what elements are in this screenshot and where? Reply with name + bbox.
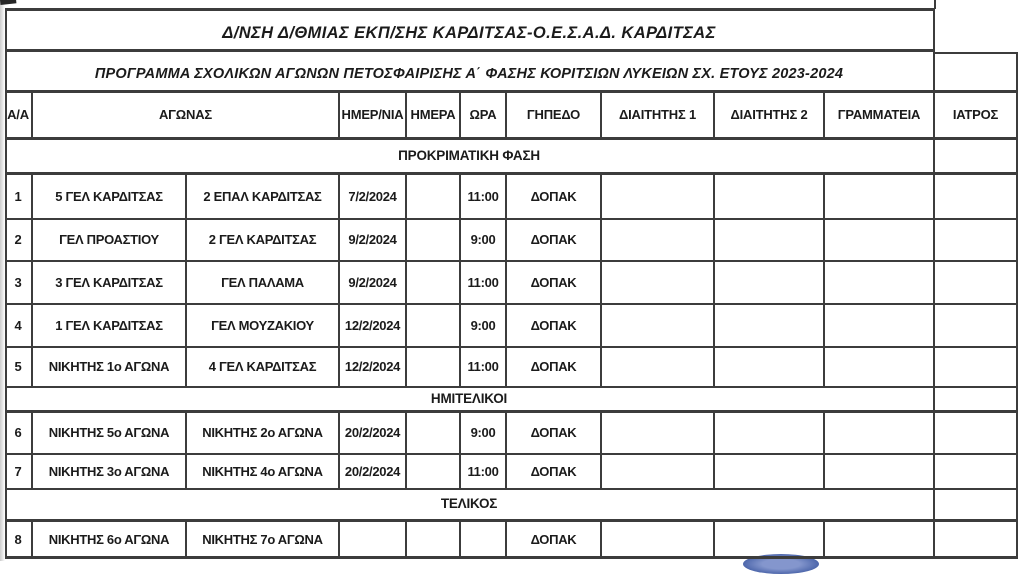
- section-header: [5, 388, 935, 413]
- cell-venue-text: ΔΟΠΑΚ: [530, 188, 577, 204]
- cell-home-team-text: ΝΙΚΗΤΗΣ 5ο ΑΓΩΝΑ: [48, 425, 170, 441]
- cell-away-team: [187, 305, 340, 348]
- cell-referee-1: [602, 220, 715, 262]
- cell-venue: [507, 305, 602, 348]
- cell-time-text: 11:00: [467, 359, 499, 375]
- cell-home-team-text: ΝΙΚΗΤΗΣ 6ο ΑΓΩΝΑ: [48, 531, 170, 547]
- column-header-6-text: ΔΙΑΙΤΗΤΗΣ 1: [618, 107, 697, 123]
- cell-time: [461, 220, 507, 262]
- section-header: [5, 490, 935, 522]
- column-header-9-text: ΙΑΤΡΟΣ: [952, 107, 999, 123]
- cell-venue-text: ΔΟΠΑΚ: [530, 317, 577, 333]
- column-header-aa-text: Α/Α: [7, 107, 29, 123]
- cell-match-number: [5, 348, 33, 388]
- cell-secretariat: [825, 348, 935, 388]
- cell-match-number: [5, 175, 33, 220]
- cell-referee-1: [602, 262, 715, 305]
- scan-corner-artifact: [0, 0, 16, 5]
- cell-referee-2: [715, 413, 825, 455]
- cell-venue: [507, 262, 602, 305]
- cell-home-team: [33, 348, 187, 388]
- cell-venue-text: ΔΟΠΑΚ: [530, 232, 577, 248]
- cell-date: [340, 522, 407, 559]
- cell-away-team: [187, 175, 340, 220]
- section-right-spacer-cell: [935, 140, 1018, 175]
- cell-venue: [507, 522, 602, 559]
- cell-day: [407, 220, 461, 262]
- cell-doctor: [935, 455, 1018, 490]
- column-header-agonas: [33, 93, 340, 140]
- cell-doctor: [935, 175, 1018, 220]
- cell-time-text: 9:00: [470, 317, 496, 333]
- cell-home-team: [33, 455, 187, 490]
- cell-referee-1: [602, 175, 715, 220]
- scan-line-artifact: [934, 0, 936, 9]
- cell-venue: [507, 175, 602, 220]
- cell-time: [461, 455, 507, 490]
- cell-match-number-text: 1: [14, 188, 22, 204]
- cell-time: [461, 175, 507, 220]
- cell-referee-1: [602, 522, 715, 559]
- cell-venue-text: ΔΟΠΑΚ: [530, 274, 577, 290]
- cell-venue-text: ΔΟΠΑΚ: [530, 531, 577, 547]
- cell-day: [407, 262, 461, 305]
- cell-secretariat: [825, 522, 935, 559]
- column-header-agonas-text: ΑΓΩΝΑΣ: [158, 107, 212, 123]
- cell-secretariat: [825, 413, 935, 455]
- column-header-3-text: ΗΜΕΡΑ: [410, 107, 456, 123]
- cell-venue: [507, 455, 602, 490]
- column-header-7: [715, 93, 825, 140]
- cell-day: [407, 413, 461, 455]
- cell-referee-1: [602, 455, 715, 490]
- cell-home-team-text: 3 ΓΕΛ ΚΑΡΔΙΤΣΑΣ: [55, 274, 163, 290]
- column-header-8-text: ΓΡΑΜΜΑΤΕΙΑ: [837, 107, 921, 123]
- cell-venue-text: ΔΟΠΑΚ: [530, 425, 577, 441]
- cell-time-text: 11:00: [467, 463, 499, 479]
- cell-doctor: [935, 262, 1018, 305]
- cell-away-team-text: ΓΕΛ ΜΟΥΖΑΚΙΟΥ: [211, 317, 314, 333]
- cell-home-team-text: 1 ΓΕΛ ΚΑΡΔΙΤΣΑΣ: [55, 317, 163, 333]
- cell-home-team: [33, 220, 187, 262]
- section-header-text: ΠΡΟΚΡΙΜΑΤΙΚΗ ΦΑΣΗ: [398, 147, 540, 163]
- cell-match-number: [5, 262, 33, 305]
- cell-date: [340, 348, 407, 388]
- cell-away-team-text: 2 ΕΠΑΛ ΚΑΡΔΙΤΣΑΣ: [203, 188, 322, 204]
- cell-referee-2: [715, 305, 825, 348]
- column-header-6: [602, 93, 715, 140]
- cell-day: [407, 305, 461, 348]
- cell-match-number-text: 2: [14, 232, 22, 248]
- cell-away-team: [187, 522, 340, 559]
- column-header-4-text: ΩΡΑ: [469, 107, 497, 123]
- cell-home-team-text: ΝΙΚΗΤΗΣ 1ο ΑΓΩΝΑ: [48, 359, 170, 375]
- column-header-7-text: ΔΙΑΙΤΗΤΗΣ 2: [730, 107, 808, 123]
- cell-match-number-text: 8: [14, 531, 22, 547]
- cell-date: [340, 175, 407, 220]
- cell-away-team-text: ΝΙΚΗΤΗΣ 2ο ΑΓΩΝΑ: [202, 425, 323, 441]
- cell-date-text: 9/2/2024: [348, 232, 397, 248]
- cell-time-text: 11:00: [467, 188, 499, 204]
- cell-time-text: 9:00: [470, 425, 496, 441]
- cell-referee-1: [602, 305, 715, 348]
- table-frame-bottom: [5, 556, 1018, 559]
- table-frame-top: [5, 8, 935, 11]
- cell-away-team-text: 4 ΓΕΛ ΚΑΡΔΙΤΣΑΣ: [208, 359, 317, 375]
- table-frame-left: [5, 8, 7, 559]
- cell-home-team: [33, 305, 187, 348]
- cell-away-team: [187, 455, 340, 490]
- cell-date: [340, 262, 407, 305]
- cell-away-team-text: ΝΙΚΗΤΗΣ 4ο ΑΓΩΝΑ: [202, 463, 323, 479]
- column-header-aa: [5, 93, 33, 140]
- cell-time: [461, 413, 507, 455]
- cell-home-team-text: ΓΕΛ ΠΡΟΑΣΤΙΟΥ: [59, 232, 159, 248]
- cell-home-team: [33, 262, 187, 305]
- cell-day: [407, 175, 461, 220]
- cell-match-number-text: 6: [14, 425, 22, 441]
- cell-referee-2: [715, 348, 825, 388]
- column-header-9: [935, 93, 1018, 140]
- cell-date-text: 20/2/2024: [344, 463, 401, 479]
- cell-time: [461, 262, 507, 305]
- cell-venue: [507, 348, 602, 388]
- cell-match-number-text: 5: [14, 359, 22, 375]
- document-subtitle-text: ΠΡΟΓΡΑΜΜΑ ΣΧΟΛΙΚΩΝ ΑΓΩΝΩΝ ΠΕΤΟΣΦΑΙΡΙΣΗΣ Α΄ ΦΑΣΗΣ ΚΟΡΙΤΣΙΩΝ ΛΥΚΕΙΩΝ ΣΧ. ΕΤΟΥΣ 2023-2024: [94, 66, 844, 83]
- cell-away-team: [187, 413, 340, 455]
- column-header-3: [407, 93, 461, 140]
- cell-away-team: [187, 220, 340, 262]
- cell-date: [340, 455, 407, 490]
- cell-date-text: 9/2/2024: [348, 274, 397, 290]
- cell-home-team: [33, 522, 187, 559]
- cell-away-team-text: ΝΙΚΗΤΗΣ 7ο ΑΓΩΝΑ: [202, 531, 323, 547]
- cell-referee-2: [715, 262, 825, 305]
- cell-home-team: [33, 413, 187, 455]
- cell-doctor: [935, 220, 1018, 262]
- cell-match-number: [5, 455, 33, 490]
- cell-venue: [507, 220, 602, 262]
- cell-time: [461, 348, 507, 388]
- cell-date: [340, 305, 407, 348]
- subtitle-right-spacer-cell: [935, 52, 1018, 93]
- cell-secretariat: [825, 175, 935, 220]
- document-subtitle: [5, 52, 935, 93]
- cell-doctor: [935, 305, 1018, 348]
- cell-venue-text: ΔΟΠΑΚ: [530, 359, 577, 375]
- section-header: [5, 140, 935, 175]
- cell-match-number: [5, 522, 33, 559]
- cell-home-team-text: 5 ΓΕΛ ΚΑΡΔΙΤΣΑΣ: [55, 188, 163, 204]
- cell-match-number-text: 4: [14, 317, 22, 333]
- column-header-2: [340, 93, 407, 140]
- cell-away-team-text: ΓΕΛ ΠΑΛΑΜΑ: [221, 274, 304, 290]
- cell-doctor: [935, 522, 1018, 559]
- section-header-text: ΤΕΛΙΚΟΣ: [440, 496, 498, 512]
- cell-referee-1: [602, 348, 715, 388]
- cell-secretariat: [825, 262, 935, 305]
- column-header-5: [507, 93, 602, 140]
- cell-match-number: [5, 220, 33, 262]
- cell-match-number: [5, 305, 33, 348]
- document-title: [5, 8, 935, 52]
- cell-match-number-text: 3: [14, 274, 22, 290]
- column-header-8: [825, 93, 935, 140]
- table-frame-right: [1016, 52, 1018, 557]
- cell-match-number: [5, 413, 33, 455]
- document-title-text: Δ/ΝΣΗ Δ/ΘΜΙΑΣ ΕΚΠ/ΣΗΣ ΚΑΡΔΙΤΣΑΣ-Ο.Ε.Σ.Α.Δ. ΚΑΡΔΙΤΣΑΣ: [222, 23, 716, 42]
- cell-date: [340, 220, 407, 262]
- cell-time-text: 11:00: [467, 274, 499, 290]
- cell-date-text: 12/2/2024: [344, 359, 401, 375]
- cell-doctor: [935, 348, 1018, 388]
- cell-away-team: [187, 262, 340, 305]
- cell-secretariat: [825, 220, 935, 262]
- cell-date: [340, 413, 407, 455]
- cell-referee-2: [715, 455, 825, 490]
- cell-secretariat: [825, 305, 935, 348]
- cell-referee-2: [715, 220, 825, 262]
- cell-day: [407, 348, 461, 388]
- cell-day: [407, 522, 461, 559]
- cell-referee-1: [602, 413, 715, 455]
- section-header-text: ΗΜΙΤΕΛΙΚΟΙ: [430, 390, 508, 406]
- cell-date-text: 12/2/2024: [344, 317, 401, 333]
- cell-secretariat: [825, 455, 935, 490]
- cell-doctor: [935, 413, 1018, 455]
- cell-day: [407, 455, 461, 490]
- column-header-2-text: ΗΜΕΡ/ΝΙΑ: [341, 107, 404, 123]
- cell-date-text: 7/2/2024: [348, 188, 397, 204]
- cell-venue: [507, 413, 602, 455]
- cell-match-number-text: 7: [14, 463, 22, 479]
- cell-time: [461, 522, 507, 559]
- column-header-5-text: ΓΗΠΕΔΟ: [526, 107, 581, 123]
- cell-home-team: [33, 175, 187, 220]
- cell-away-team: [187, 348, 340, 388]
- cell-referee-2: [715, 175, 825, 220]
- cell-date-text: 20/2/2024: [344, 425, 401, 441]
- cell-venue-text: ΔΟΠΑΚ: [530, 463, 577, 479]
- cell-referee-2: [715, 522, 825, 559]
- cell-home-team-text: ΝΙΚΗΤΗΣ 3ο ΑΓΩΝΑ: [48, 463, 170, 479]
- section-right-spacer-cell: [935, 490, 1018, 522]
- column-header-4: [461, 93, 507, 140]
- section-right-spacer-cell: [935, 388, 1018, 413]
- cell-away-team-text: 2 ΓΕΛ ΚΑΡΔΙΤΣΑΣ: [208, 232, 317, 248]
- cell-time: [461, 305, 507, 348]
- cell-time-text: 9:00: [470, 232, 496, 248]
